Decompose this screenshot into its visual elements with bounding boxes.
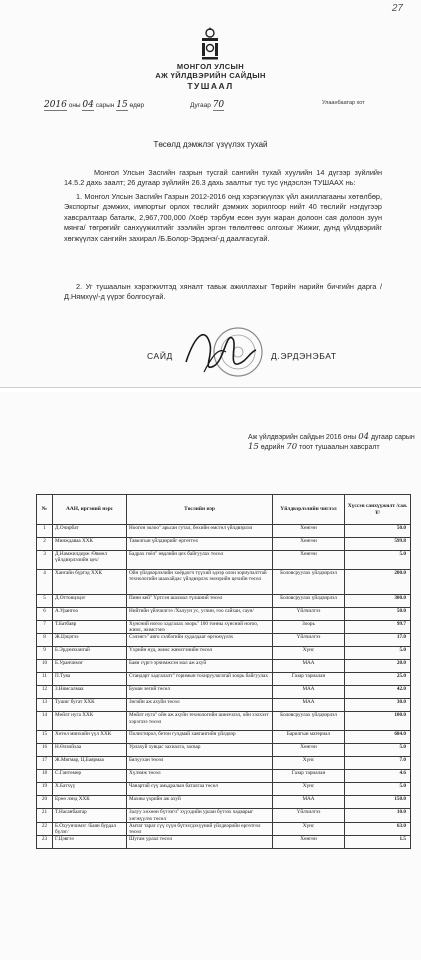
requested-amount: 5.0 [345,647,411,660]
date-month-suffix: сарын [95,102,115,109]
row-number: 8 [37,634,53,647]
appendix-note-text: Аж үйлдвэрийн сайдын 2016 оны [248,434,357,441]
applicant-name: Д.Намжилдорж /Өвмөл үйлдвэрлэлийн цех/ [53,551,127,570]
requested-amount: 5.0 [345,744,411,757]
requested-amount: 20.0 [345,660,411,673]
production-direction: Барилгын материал [273,731,345,744]
applicant-name: Ерөө лэнд ХХК [53,796,127,809]
production-direction: Хүнс [273,647,345,660]
table-row [37,647,411,660]
appendix-note-day: 15 [248,441,259,452]
table-row [37,836,411,849]
appendix-note-text: дугаар сарын [370,434,415,441]
row-number: 16 [37,744,53,757]
handwritten-signature-icon [180,322,260,380]
decree-paragraph: Монгол Улсын Засгийн газрын тусгай сангийн тухай хуулийн 14 дүгээр зүйлийн 14.5.2 дахь заалт; 26 дугаар зүйлийн 26.3 дахь заалтыг тус тус үндэслэн ТУШААХ нь: [64,168,382,188]
table-row [37,595,411,608]
project-name: Махны үхрийн аж ахуй [127,796,273,809]
production-direction: Хөнгөн [273,551,345,570]
row-number: 20 [37,796,53,809]
project-name: Залуу хөхөөн бүтээгч" хүүхдийн урлан бүтээх чадварыг хөгжүүлэх төсөл [127,809,273,822]
table-header-row [37,495,411,525]
decree-number-label: Дугаар [190,102,211,109]
project-name: Бялуухан төсөл [127,757,273,770]
column-header: Төслийн нэр [127,495,273,525]
requested-amount: 30.0 [345,699,411,712]
requested-amount: 684.0 [345,731,411,744]
table-row [37,608,411,621]
requested-amount: 50.0 [345,608,411,621]
project-name: Нийтийн үйлчилгээ /Халуун ус, усчин, гоо сайхан, саун/ [127,608,273,621]
production-direction: Боловсруулах үйлдвэрлэл [273,595,345,608]
requested-amount: 10.0 [345,809,411,822]
decree-number-value: 70 [212,100,225,110]
applicant-name: Н.Өлзийхаа [53,744,127,757]
applicant-name: Б.Уранчимэг [53,660,127,673]
production-direction: Боловсруулах үйлдвэрлэл [273,570,345,595]
production-direction: Үйлчилгээ [273,634,345,647]
table-row [37,809,411,822]
project-name: Тавилгын үйлдвэрийг өргөтгөх [127,538,273,551]
applicant-name: Мөйлт нуга ХХК [53,712,127,731]
decree-date [44,100,144,111]
row-number: 14 [37,712,53,731]
decree-paragraph: 1. Монгол Улсын Засгийн Газрын 2012-2016 онд хэрэгжүүлэх үйл ажиллагааны хөтөлбөр, Экспортыг дэмжих, импортыг орлох төслийг дэмжих зорилгоор нийт 40 төслийг нэгдүгээр хавсралтаар баталж, 2,967,700,000 /Хоёр тэрбум есөн зуун жаран долоон сая долоон зуун мянга/ төгрөгийг санхүүжилтийг зээлийн эргэн төлөлтөөс олгохыг Жижиг, дунд үйлдвэрийг хөгжүүлэх сангийн захирал /Б.Болор-Эрдэнэ/-д даалгасугай. [64,192,382,243]
production-direction: Хөнгөн [273,744,345,757]
row-number: 7 [37,621,53,634]
project-name: Баян сүргэ эрчимжсэн мал аж ахуй [127,660,273,673]
production-direction: МАА [273,660,345,673]
project-name: Ноогон золоо" арьсан гутал, бөхийн өмсгөл үйлдвэрлэл [127,525,273,538]
requested-amount: 5.0 [345,551,411,570]
production-direction: Хүнс [273,757,345,770]
production-direction: МАА [273,796,345,809]
table-body [37,525,411,849]
row-number: 13 [37,699,53,712]
table-row [37,699,411,712]
decree-paragraph: 2. Уг тушаалын хэрэгжилтэд хяналт тавьж ажиллахыг Төрийн нарийн бичгийн дарга /Д.Нямхүү/-д үүрэг болгосугай. [64,282,382,302]
requested-amount: 17.0 [345,634,411,647]
project-name: Зөгийн аж ахуйн төсөл [127,699,273,712]
production-direction: Хөнгөн [273,836,345,849]
applicant-name: А.Урангоо [53,608,127,621]
requested-amount: 99.7 [345,621,411,634]
column-header: № [37,495,53,525]
appendix-note-text: тоот тушаалын хавсралт [299,443,380,451]
appendix-note-month: 04 [358,432,370,442]
date-day-suffix: өдөр [129,102,145,109]
applicant-name: Г.Цэвгээ [53,836,127,849]
applicant-name: Ж.Мягмар, Ц.Баярмаа [53,757,127,770]
row-number: 19 [37,783,53,796]
production-direction: Үйлчилгээ [273,809,345,822]
table-row [37,660,411,673]
date-year: 2016 [44,100,67,110]
decree-place: Улаанбаатар хот [322,100,365,106]
project-name: Хүнсний ногоо хадгалах зоорь" 100 тонны хүнсний ногоо, жимс, жимсгэнэ [127,621,273,634]
table-row [37,673,411,686]
production-direction: Зоорь [273,621,345,634]
appendix-page [0,392,421,960]
applicant-name: Хангайн бүргэд ХХК [53,570,127,595]
production-direction: Газар тариалан [273,770,345,783]
applicant-name: Тушиг бугат ХХК [53,699,127,712]
project-name: Шугам урлал төсөл [127,836,273,849]
applicant-name: Б.Эрдэнэхангай [53,647,127,660]
production-direction: МАА [273,699,345,712]
row-number: 11 [37,673,53,686]
table-row [37,525,411,538]
row-number: 15 [37,731,53,744]
table-row [37,621,411,634]
requested-amount: 4.6 [345,770,411,783]
project-name: Амтат тараг сүү сүүн бүтээгдэхүүний үйлдвэрийн өргөтгөл төсөл [127,822,273,835]
applicant-name: Хөтөл минхийн үүл ХХК [53,731,127,744]
appendix-note-number: 70 [286,441,298,452]
project-name: Урлахуй хувцас захиалга, засвар [127,744,273,757]
row-number: 17 [37,757,53,770]
header-line-3: ТУШААЛ [187,81,234,91]
project-name: Чанартай сүү амьдралын баталгаа төсөл [127,783,273,796]
applicant-name: Минждаваа ХХК [53,538,127,551]
applicant-name: Т.Батбаяр [53,621,127,634]
page-number-mark: 27 [391,3,403,14]
decree-page [0,0,421,388]
applicant-name: П.Туяа [53,673,127,686]
column-header: Үйлдвэрлэлийн чиглэл [273,495,345,525]
project-name: Полистирол, бетон гулдмай хавтангийн үйлдвэр [127,731,273,744]
row-number: 4 [37,570,53,595]
header-line-2: АЖ ҮЙЛДВЭРИЙН САЙДЫН [155,71,266,80]
production-direction: Газар тариалан [273,673,345,686]
project-name: Ойн үйлдвэрлэлийн хоёрдогч түүхий эдээр олон зориулалттай технологийн шаахайдас үйлдвэрлэх эмээрийн цехийн төсөл [127,570,273,595]
row-number: 22 [37,822,53,835]
applicant-name: Д.Очирбат [53,525,127,538]
date-day: 15 [116,100,128,110]
production-direction: Хүнс [273,783,345,796]
project-name: Бадрах гоёл" өвдлийн цех байгуулах төсөл [127,551,273,570]
row-number: 23 [37,836,53,849]
project-name: Үхрийн нуд, жимс жимсгэнийн төсөл [127,647,273,660]
header-line-1: МОНГОЛ УЛСЫН [176,62,245,71]
requested-amount: 25.0 [345,673,411,686]
applicant-name: Х.Батхүү [53,783,127,796]
table-row [37,757,411,770]
table-row [37,783,411,796]
row-number: 6 [37,608,53,621]
requested-amount: 1.5 [345,836,411,849]
requested-amount: 42.0 [345,686,411,699]
requested-amount: 300.0 [345,595,411,608]
applicant-name: Ж.Цэцэгээ [53,634,127,647]
production-direction: Үйлчилгээ [273,608,345,621]
table-row [37,570,411,595]
table-row [37,686,411,699]
table-row [37,551,411,570]
row-number: 10 [37,660,53,673]
date-year-suffix: оны [68,102,81,109]
requested-amount: 100.0 [345,712,411,731]
column-header: ААН, иргэний нэрс [53,495,127,525]
project-name: Буман зөгий төсөл [127,686,273,699]
decree-title: Төсөлд дэмжлэг үзүүлэх тухай [153,140,268,149]
requested-amount: 200.0 [345,570,411,595]
table-row [37,822,411,835]
requested-amount: 50.0 [345,525,411,538]
production-direction: Хөнгөн [273,525,345,538]
table-row [37,744,411,757]
row-number: 3 [37,551,53,570]
table-row [37,770,411,783]
table-row [37,712,411,731]
applicant-name: С.Гантөмөр [53,770,127,783]
signatory-name: Д.ЭРДЭНЭБАТ [271,351,337,361]
row-number: 18 [37,770,53,783]
row-number: 1 [37,525,53,538]
appendix-note-text: өдрийн [260,443,285,451]
row-number: 9 [37,647,53,660]
table-row [37,796,411,809]
table-row [37,538,411,551]
decree-number [190,100,224,111]
table-row [37,634,411,647]
applicant-name: Д.Оттонцэцэг [53,595,127,608]
project-name: Сэлэнгэ" авто сэлбэгийн худалдааг өргөжүүлэх [127,634,273,647]
state-emblem-icon [196,26,224,60]
requested-amount: 7.0 [345,757,411,770]
applicant-name: Б.Охуунчимэг /Баян бурдал бүлэг/ [53,822,127,835]
row-number: 21 [37,809,53,822]
requested-amount: 63.0 [345,822,411,835]
requested-amount: 599.8 [345,538,411,551]
applicant-name: Т.Насанбаатар [53,809,127,822]
row-number: 12 [37,686,53,699]
requested-amount: 150.0 [345,796,411,809]
date-month: 04 [82,100,94,110]
requested-amount: 5.0 [345,783,411,796]
production-direction: Боловсруулах үйлдвэрлэл [273,712,345,731]
production-direction: МАА [273,686,345,699]
production-direction: Хөнгөн [273,538,345,551]
project-name: Стандарт хадгалалт" горимын тохируулагатай зоорь байгуулах [127,673,273,686]
row-number: 2 [37,538,53,551]
row-number: 5 [37,595,53,608]
projects-table [36,494,411,849]
project-name: Хүлэмж төсөл [127,770,273,783]
appendix-reference-note [248,433,416,452]
table-row [37,731,411,744]
applicant-name: З.Нямсалмаа [53,686,127,699]
signatory-title: САЙД [147,351,173,361]
project-name: Мөйлт нуга" ойн аж ахуйн технологийн шинэчлэл, ойн хэлхээт хэрэглээ төсөл [127,712,273,731]
production-direction: Хүнс [273,822,345,835]
column-header: Хүссэн санхүүжилт /сая.₮/ [345,495,411,525]
project-name: Пинн кей" Үртсэн шахмал түлшний төсөл [127,595,273,608]
